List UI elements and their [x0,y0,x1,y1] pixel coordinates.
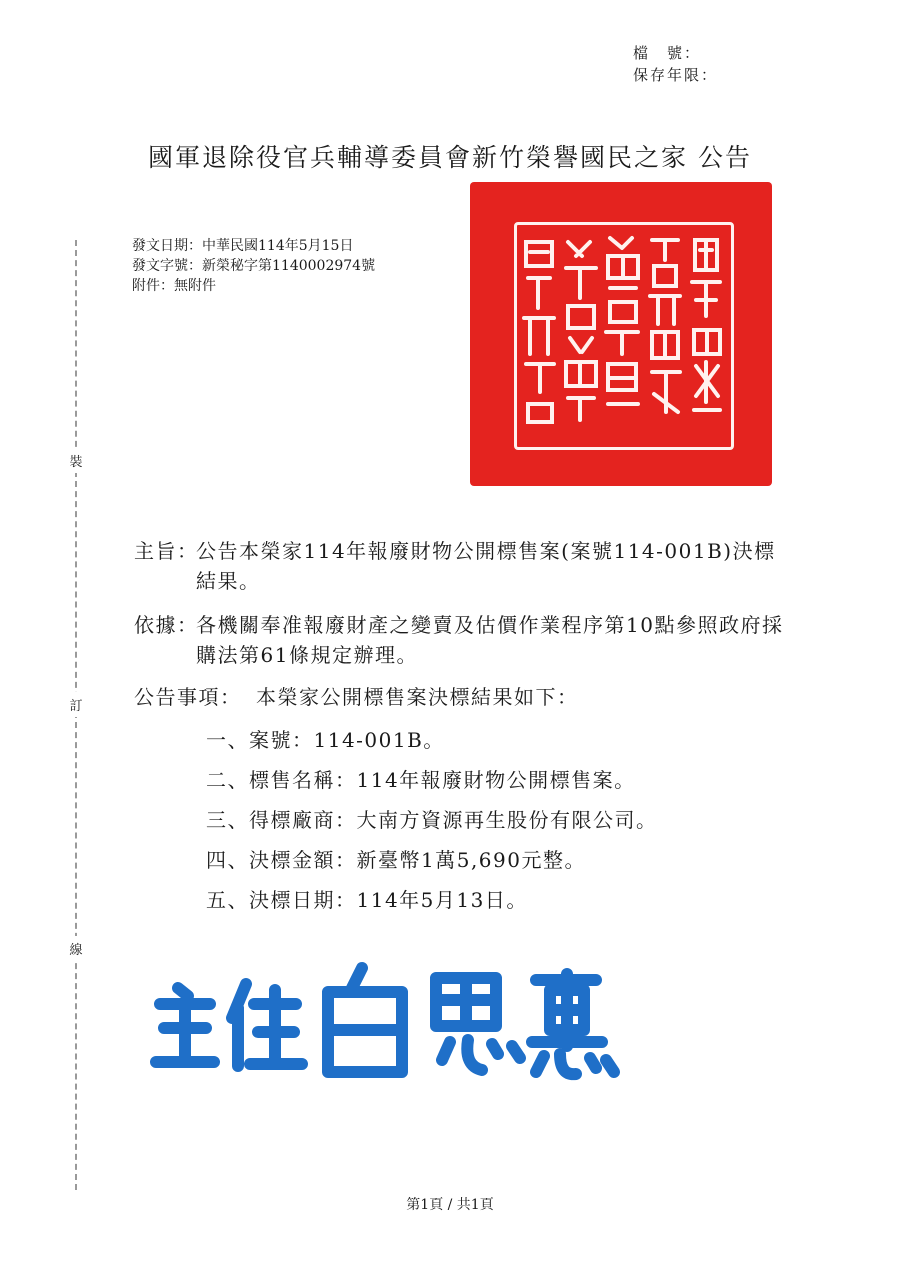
archive-info [633,42,718,86]
director-signature [150,960,630,1090]
seal-glyphs [470,182,772,486]
issue-date: 發文日期：中華民國114年5月15日 [132,238,354,254]
basis-section [134,610,786,670]
attachment-note: 附件：無附件 [132,278,216,294]
reference-number: 發文字號：新榮秘字第1140002974號 [132,258,376,274]
notice-item-sale-name: 二、標售名稱：114年報廢財物公開標售案。 [206,768,636,792]
page-title: 國軍退除役官兵輔導委員會新竹榮譽國民之家 公告 [148,143,752,172]
basis-label: 依據： [134,613,199,637]
binding-mark-bottom: 線 [66,936,86,961]
page-number: 第1頁 / 共1頁 [406,1197,494,1213]
notice-item-case-number: 一、案號：114-001B。 [206,728,445,752]
notice-label: 公告事項： [134,685,242,709]
subject-text: 公告本榮家114年報廢財物公開標售案(案號114-001B)決標結果。 [196,539,776,593]
notice-item-award-amount: 四、決標金額：新臺幣1萬5,690元整。 [206,848,586,872]
notice-intro: 本榮家公開標售案決標結果如下： [256,685,579,709]
official-seal [470,182,772,486]
retention-period-label: 保存年限： [632,66,718,84]
binding-mark-top: 裝 [66,448,86,473]
file-number-label: 檔 號： [632,44,701,62]
document-metadata [132,236,375,296]
subject-label: 主旨： [134,539,199,563]
notice-section [134,682,786,712]
binding-mark-middle: 訂 [66,692,86,717]
subject-section [134,536,786,596]
notice-item-winning-vendor: 三、得標廠商：大南方資源再生股份有限公司。 [206,808,658,832]
notice-item-award-date: 五、決標日期：114年5月13日。 [206,888,528,912]
basis-text: 各機關奉准報廢財產之變賣及估價作業程序第10點參照政府採購法第61條規定辦理。 [196,613,784,667]
signature-glyphs [150,960,630,1090]
